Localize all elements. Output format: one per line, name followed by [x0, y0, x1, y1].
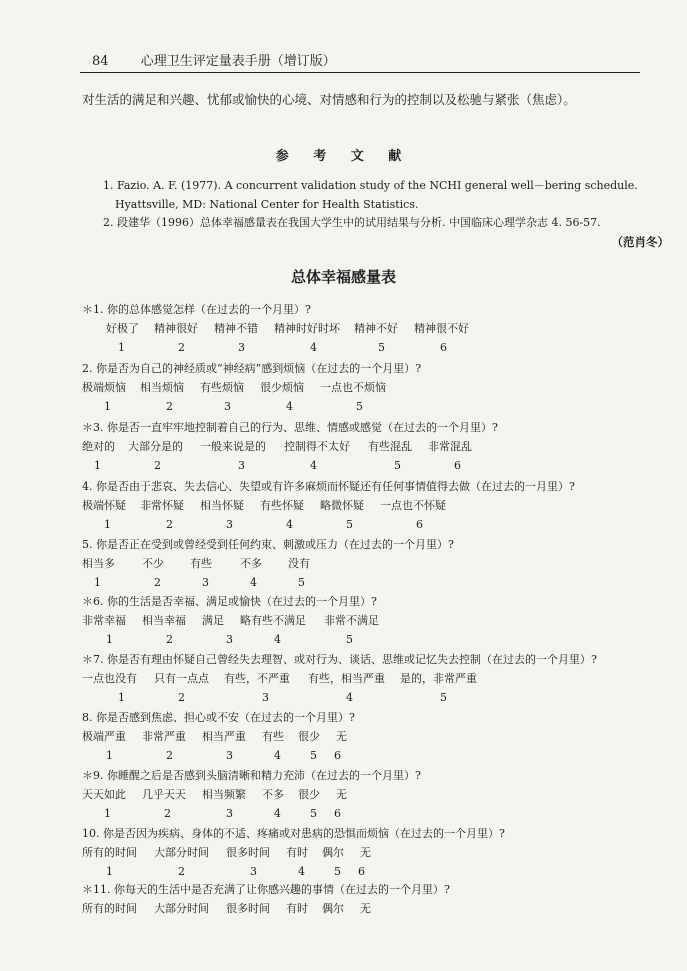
- answer-option: 略有些不满足: [240, 614, 306, 627]
- answer-option: 无: [336, 730, 347, 743]
- score-number: 2: [166, 400, 173, 413]
- score-number: 1: [106, 749, 113, 762]
- answer-option: 非常混乱: [428, 440, 472, 453]
- score-number: 3: [226, 807, 233, 820]
- answer-option: 精神不好: [354, 322, 398, 335]
- answer-option: 天天如此: [82, 788, 126, 801]
- score-number: 5: [334, 865, 341, 878]
- answer-option: 非常幸福: [82, 614, 126, 627]
- question-stem: ＊1. 你的总体感觉怎样（在过去的一个月里）?: [82, 303, 311, 316]
- score-number: 1: [118, 341, 125, 354]
- score-number: 1: [104, 518, 111, 531]
- score-number: 6: [454, 459, 461, 472]
- score-numbers: [82, 338, 672, 357]
- answer-option: 很少: [298, 730, 320, 743]
- reference-line: Hyattsville, MD: National Center for Health Statistics.: [115, 198, 419, 211]
- score-number: 3: [250, 865, 257, 878]
- score-number: 1: [104, 807, 111, 820]
- score-number: 2: [166, 633, 173, 646]
- answer-option: 有些，相当严重: [308, 672, 385, 685]
- score-number: 5: [394, 459, 401, 472]
- score-numbers: [82, 862, 672, 881]
- score-number: 6: [358, 865, 365, 878]
- question-block: [82, 418, 672, 475]
- answer-option: 有些怀疑: [260, 499, 304, 512]
- answer-option: 一点也不怀疑: [380, 499, 446, 512]
- answer-option: 精神时好时坏: [274, 322, 340, 335]
- question-block: [82, 300, 672, 357]
- score-numbers: [82, 746, 672, 765]
- answer-option: 有时: [286, 902, 308, 915]
- question-stem: 2. 你是否为自己的神经质或“神经病”感到烦恼（在过去的一个月里）?: [82, 362, 422, 375]
- question-stem: ＊9. 你睡醒之后是否感到头脑清晰和精力充沛（在过去的一个月里）?: [82, 769, 421, 782]
- score-numbers: [82, 630, 672, 649]
- answer-option: 满足: [202, 614, 224, 627]
- answer-option: 偶尔: [322, 846, 344, 859]
- answer-option: 非常严重: [142, 730, 186, 743]
- question-block: [82, 592, 672, 649]
- score-number: 5: [356, 400, 363, 413]
- answer-option: 相当严重: [202, 730, 246, 743]
- score-number: 4: [310, 341, 317, 354]
- answer-option: 有些，不严重: [224, 672, 290, 685]
- reference-line: 1. Fazio. A. F. (1977). A concurrent validation study of the NCHI general well－bering schedule.: [103, 179, 638, 192]
- question-block: [82, 766, 672, 823]
- question-block: [82, 477, 672, 534]
- page-number: 84: [92, 54, 109, 69]
- score-number: 3: [262, 691, 269, 704]
- question-stem: ＊3. 你是否一直牢牢地控制着自己的行为、思维、情感或感觉（在过去的一个月里）?: [82, 421, 498, 434]
- score-number: 1: [106, 865, 113, 878]
- score-number: 2: [178, 691, 185, 704]
- score-number: 3: [238, 459, 245, 472]
- score-number: 6: [334, 749, 341, 762]
- answer-option: 不多: [262, 788, 284, 801]
- answer-option: 所有的时间: [82, 846, 137, 859]
- answer-option: 无: [360, 902, 371, 915]
- answer-option: 精神不错: [214, 322, 258, 335]
- score-number: 4: [298, 865, 305, 878]
- answer-option: 无: [360, 846, 371, 859]
- answer-options: [82, 785, 672, 804]
- answer-option: 大部分时间: [154, 902, 209, 915]
- answer-option: 不少: [142, 557, 164, 570]
- answer-option: 有时: [286, 846, 308, 859]
- question-block: [82, 824, 672, 881]
- score-number: 3: [226, 633, 233, 646]
- question-block: [82, 650, 672, 707]
- answer-option: 相当频繁: [202, 788, 246, 801]
- question-stem: ＊7. 你是否有理由怀疑自己曾经失去理智、或对行为、谈话、思维或记忆失去控制（在过去的一个月里）?: [82, 653, 597, 666]
- answer-option: 有些: [190, 557, 212, 570]
- score-numbers: [82, 456, 672, 475]
- answer-option: 略微怀疑: [320, 499, 364, 512]
- score-number: 4: [250, 576, 257, 589]
- answer-option: 精神很不好: [414, 322, 469, 335]
- question-stem: 8. 你是否感到焦虑、担心或不安（在过去的一个月里）?: [82, 711, 355, 724]
- score-numbers: [82, 397, 672, 416]
- reference-item: [103, 214, 601, 230]
- score-number: 1: [104, 400, 111, 413]
- references-heading: 参 考 文 献: [275, 149, 412, 164]
- question-stem: 4. 你是否由于悲哀、失去信心、失望或有许多麻烦而怀疑还有任何事情值得去做（在过去的一月里）?: [82, 480, 575, 493]
- answer-option: 是的，非常严重: [400, 672, 477, 685]
- score-number: 4: [286, 518, 293, 531]
- answer-options: [82, 611, 672, 630]
- score-number: 6: [416, 518, 423, 531]
- section-author: （范肖冬）: [611, 235, 669, 249]
- score-number: 5: [346, 518, 353, 531]
- running-head: [92, 50, 336, 69]
- answer-options: [82, 669, 672, 688]
- answer-option: 无: [336, 788, 347, 801]
- score-number: 1: [118, 691, 125, 704]
- answer-options: [82, 843, 672, 862]
- answer-option: 好极了: [106, 322, 139, 335]
- answer-option: 精神很好: [154, 322, 198, 335]
- score-number: 2: [154, 576, 161, 589]
- score-number: 4: [274, 633, 281, 646]
- answer-option: 只有一点点: [154, 672, 209, 685]
- answer-option: 有些烦恼: [200, 381, 244, 394]
- score-number: 2: [154, 459, 161, 472]
- score-number: 5: [440, 691, 447, 704]
- question-block: [82, 708, 672, 765]
- score-number: 6: [334, 807, 341, 820]
- answer-options: [82, 319, 672, 338]
- answer-option: 不多: [240, 557, 262, 570]
- question-block: [82, 880, 672, 918]
- score-number: 4: [310, 459, 317, 472]
- score-number: 4: [286, 400, 293, 413]
- answer-option: 很多时间: [226, 902, 270, 915]
- answer-option: 偶尔: [322, 902, 344, 915]
- score-number: 4: [274, 749, 281, 762]
- score-number: 3: [202, 576, 209, 589]
- answer-option: 有些: [262, 730, 284, 743]
- score-number: 1: [94, 576, 101, 589]
- answer-option: 极端严重: [82, 730, 126, 743]
- question-stem: ＊11. 你每天的生活中是否充满了让你感兴趣的事情（在过去的一个月里）?: [82, 883, 450, 896]
- score-number: 5: [310, 749, 317, 762]
- answer-options: [82, 496, 672, 515]
- header-rule: [80, 72, 640, 73]
- answer-option: 没有: [288, 557, 310, 570]
- answer-option: 所有的时间: [82, 902, 137, 915]
- question-stem: ＊6. 你的生活是否幸福、满足或愉快（在过去的一个月里）?: [82, 595, 377, 608]
- score-number: 3: [238, 341, 245, 354]
- answer-option: 绝对的: [82, 440, 115, 453]
- score-number: 2: [164, 807, 171, 820]
- score-number: 6: [440, 341, 447, 354]
- answer-options: [82, 378, 672, 397]
- score-numbers: [82, 515, 672, 534]
- answer-option: 很多时间: [226, 846, 270, 859]
- score-number: 5: [298, 576, 305, 589]
- answer-option: 非常怀疑: [140, 499, 184, 512]
- score-number: 1: [106, 633, 113, 646]
- answer-option: 一点也不烦恼: [320, 381, 386, 394]
- answer-options: [82, 437, 672, 456]
- scale-title: 总体幸福感量表: [290, 268, 396, 286]
- reference-item: [103, 176, 648, 214]
- score-numbers: [82, 573, 672, 592]
- answer-option: 极端烦恼: [82, 381, 126, 394]
- score-number: 5: [310, 807, 317, 820]
- answer-option: 相当多: [82, 557, 115, 570]
- score-numbers: [82, 688, 672, 707]
- answer-option: 相当幸福: [142, 614, 186, 627]
- answer-option: 非常不满足: [324, 614, 379, 627]
- answer-option: 一点也没有: [82, 672, 137, 685]
- score-number: 2: [178, 865, 185, 878]
- answer-options: [82, 554, 672, 573]
- question-stem: 5. 你是否正在受到或曾经受到任何约束、刺激或压力（在过去的一个月里）?: [82, 538, 454, 551]
- answer-options: [82, 899, 672, 918]
- reference-line: 2. 段建华（1996）总体幸福感量表在我国大学生中的试用结果与分析. 中国临床心理学杂志 4. 56-57.: [103, 216, 601, 229]
- score-number: 3: [226, 749, 233, 762]
- question-block: [82, 359, 672, 416]
- book-title: 心理卫生评定量表手册（增订版）: [140, 54, 336, 69]
- answer-option: 很少: [298, 788, 320, 801]
- answer-option: 极端怀疑: [82, 499, 126, 512]
- score-number: 2: [178, 341, 185, 354]
- score-number: 1: [94, 459, 101, 472]
- score-number: 2: [166, 749, 173, 762]
- score-number: 4: [346, 691, 353, 704]
- answer-option: 有些混乱: [368, 440, 412, 453]
- question-stem: 10. 你是否因为疾病、身体的不适、疼痛或对患病的恐惧而烦恼（在过去的一个月里）?: [82, 827, 505, 840]
- score-number: 3: [226, 518, 233, 531]
- answer-option: 几乎天天: [142, 788, 186, 801]
- answer-option: 相当烦恼: [140, 381, 184, 394]
- answer-option: 一般来说是的: [200, 440, 266, 453]
- answer-option: 大部分是的: [128, 440, 183, 453]
- answer-option: 相当怀疑: [200, 499, 244, 512]
- answer-option: 很少烦恼: [260, 381, 304, 394]
- score-number: 2: [166, 518, 173, 531]
- answer-option: 大部分时间: [154, 846, 209, 859]
- score-numbers: [82, 804, 672, 823]
- score-number: 4: [274, 807, 281, 820]
- intro-paragraph: 对生活的满足和兴趣、忧郁或愉快的心境、对情感和行为的控制以及松驰与紧张（焦虑）。: [82, 92, 576, 107]
- answer-option: 控制得不太好: [284, 440, 350, 453]
- answer-options: [82, 727, 672, 746]
- score-number: 5: [346, 633, 353, 646]
- question-block: [82, 535, 672, 592]
- score-number: 3: [224, 400, 231, 413]
- score-number: 5: [378, 341, 385, 354]
